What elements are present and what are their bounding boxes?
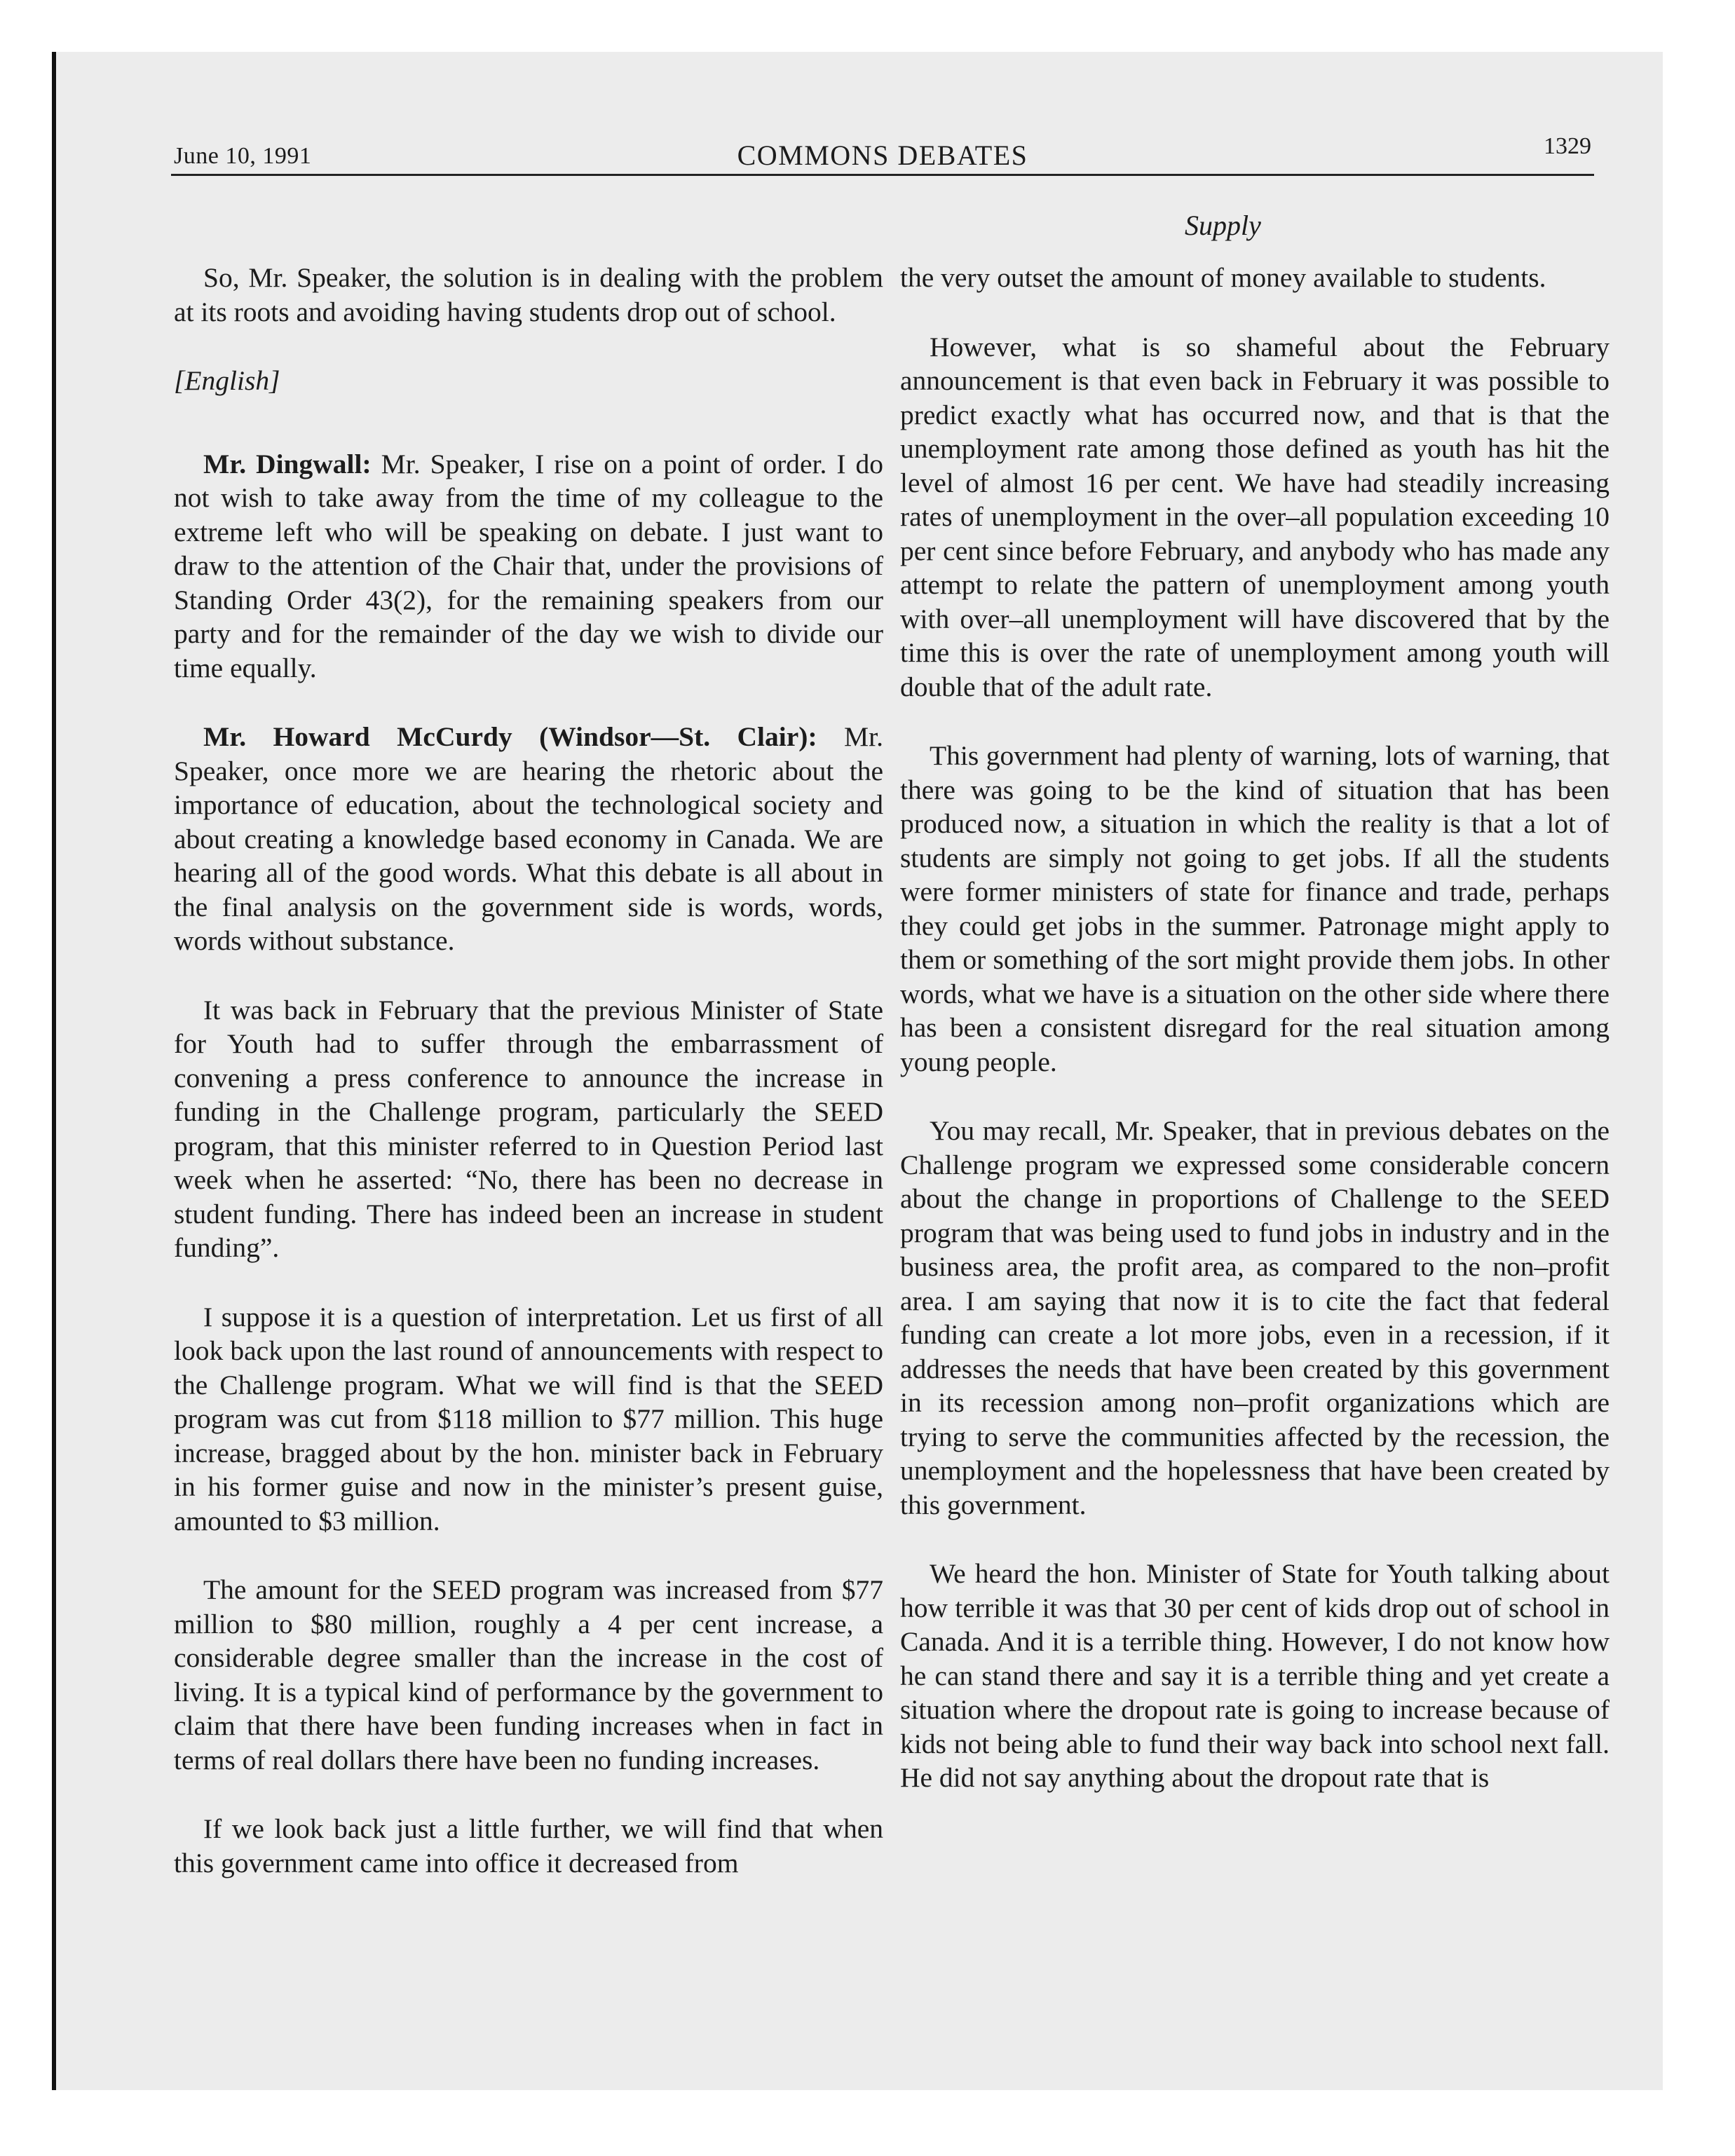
page-number: 1329 <box>1544 133 1591 159</box>
paragraph <box>174 447 883 685</box>
speaker-name: Mr. Howard McCurdy (Windsor—St. Clair): <box>203 721 817 752</box>
paragraph: We heard the hon. Minister of State for Youth talking about how terrible it was that 30 per cent of kids drop out of school in Canada. And it is a terrible thing. However, I do not know how he can stand there and say it is a terrible thing and yet create a situation where the dropout rate is going to increase because of kids not being able to fund their way back into school next fall. He did not say anything about the dropout rate that is <box>900 1558 1610 1793</box>
paragraph: So, Mr. Speaker, the solution is in dealing with the problem at its roots and avoiding having students drop out of school. <box>174 262 883 327</box>
speech-text: Mr. Speaker, once more we are hearing the rhetoric about the importance of education, about the technological society and about creating a knowledge based economy in Canada. We are hearing all of the good words. What this debate is all about in the final analysis on the government side is words, words, words without substance. <box>174 721 883 956</box>
paragraph: However, what is so shameful about the February announcement is that even back in February it was possible to predict exactly what has occurred now, and that is that the unemployment rate among those defined as youth has hit the level of almost 16 per cent. We have had steadily increasing rates of unemployment in the over–all population exceeding 10 per cent since before February, and anybody who has made any attempt to relate the pattern of unemployment among youth with over–all unemployment will have discovered that by the time this is over the rate of unemployment among youth will double that of the adult rate. <box>900 331 1610 702</box>
header-rule <box>171 174 1594 176</box>
paragraph <box>174 720 883 958</box>
paragraph: the very outset the amount of money available to students. <box>900 262 1546 293</box>
header-title: COMMONS DEBATES <box>737 139 1028 171</box>
speaker-name: Mr. Dingwall: <box>203 448 372 479</box>
paragraph: I suppose it is a question of interpretation. Let us first of all look back upon the last round of announcements with respect to the Challenge program. What we will find is that the SEED program was cut from $118 million to $77 million. This huge increase, bragged about by the hon. minister back in February in his former guise and now in the minister’s present guise, amounted to $3 million. <box>174 1301 883 1536</box>
left-column <box>174 261 883 1915</box>
right-column <box>900 261 1610 1830</box>
header-date: June 10, 1991 <box>174 143 312 169</box>
paragraph: It was back in February that the previous Minister of State for Youth had to suffer through the embarrassment of convening a press conference to announce the increase in funding in the Challenge program, particularly the SEED program, that this minister referred to in Question Period last week when he asserted: “No, there has been no decrease in student funding. There has indeed been an increase in student funding”. <box>174 994 883 1263</box>
language-note: [English] <box>174 365 280 396</box>
paragraph: If we look back just a little further, we will find that when this government came into office it decreased from <box>174 1813 883 1878</box>
speech-text: Mr. Speaker, I rise on a point of order. I do not wish to take away from the time of my colleague to the extreme left who will be speaking on debate. I just want to draw to the attention of the Chair that, under the provisions of Standing Order 43(2), for the remaining speakers from our party and for the remainder of the day we wish to divide our time equally. <box>174 448 883 683</box>
paragraph: The amount for the SEED program was increased from $77 million to $80 million, roughly a 4 per cent increase, a considerable degree smaller than the increase in the cost of living. It is a typical kind of performance by the government to claim that there have been funding increases when in fact in terms of real dollars there have been no funding increases. <box>174 1574 883 1775</box>
page-header <box>174 133 1591 175</box>
paragraph: You may recall, Mr. Speaker, that in previous debates on the Challenge program we expressed some considerable concern about the change in proportions of Challenge to the SEED program that was being used to fund jobs in industry and in the business area, the profit area, as compared to the non–profit area. I am saying that now it is to cite the fact that federal funding can create a lot more jobs, even in a recession, if it addresses the needs that have been created by this government in its recession among non–profit organizations which are trying to serve the communities affected by the recession, the unemployment and the hopelessness that have been created by this government. <box>900 1115 1610 1520</box>
paragraph: This government had plenty of warning, lots of warning, that there was going to be the kind of situation that has been produced now, a situation in which the reality is that a lot of students are simply not going to get jobs. If all the students were former ministers of state for finance and trade, perhaps they could get jobs in the summer. Patronage might apply to them or something of the sort might provide them jobs. In other words, what we have is a situation on the other side where there has been a consistent disregard for the real situation among young people. <box>900 740 1610 1077</box>
section-heading: Supply <box>1185 210 1261 241</box>
